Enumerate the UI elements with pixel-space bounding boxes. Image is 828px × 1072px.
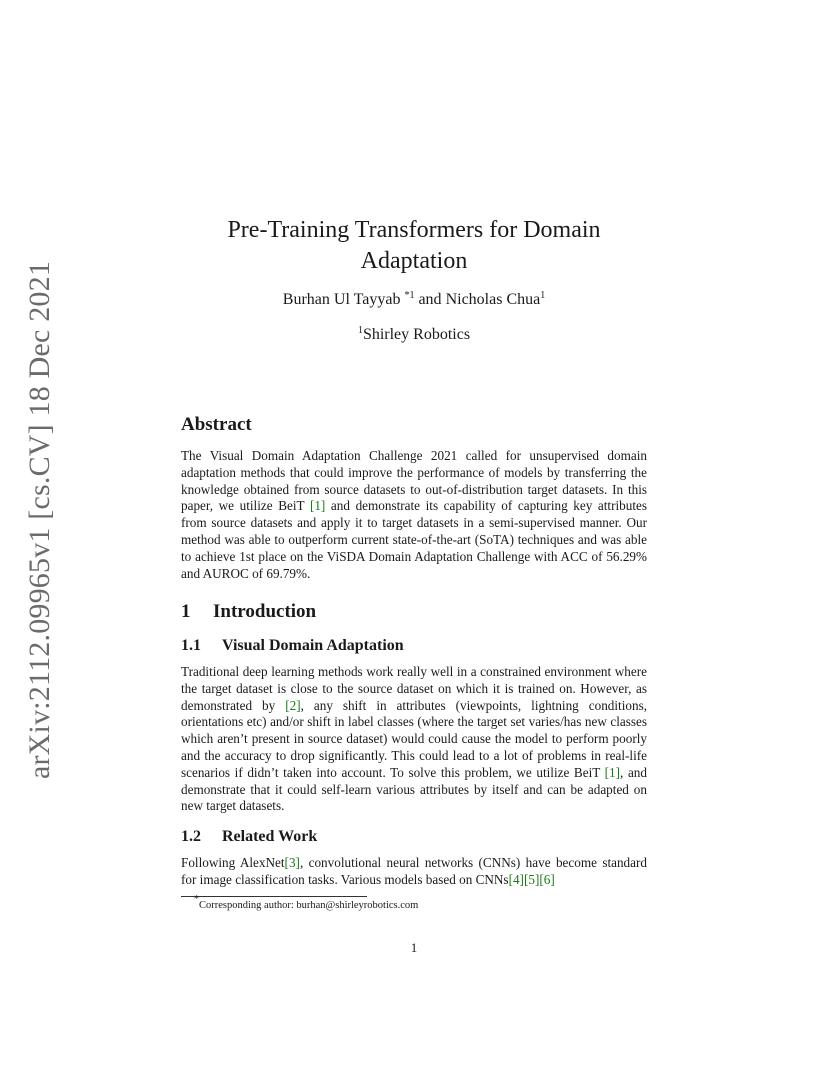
footnote (194, 894, 419, 911)
footnote-text: Corresponding author: burhan@shirleyrobotics.com (199, 900, 419, 911)
arxiv-identifier: arXiv:2112.09965v1 [cs.CV] 18 Dec 2021 (23, 260, 56, 780)
subsection-heading-domain-adaptation (181, 637, 404, 655)
citation-link[interactable]: [3] (284, 855, 300, 870)
author-conjunction: and (414, 291, 446, 308)
affiliation-name: Shirley Robotics (362, 326, 471, 343)
paragraph-text: , and demonstrate that it could self-learn various attributes by itself and can be adapted on new target datasets. (181, 764, 647, 814)
author-name: Burhan Ul Tayyab (282, 291, 401, 308)
section-number: 1 (181, 601, 191, 622)
affiliation-marker: 1 (357, 325, 363, 336)
section-heading-introduction (181, 601, 316, 623)
abstract-text: and demonstrate its capability of capturing key attributes from source datasets and apply it to target datasets in a semi-supervised manner. Our method was able to outperform current state-of-the-art (SoTA) techniques and was able to achieve 1st place on the ViSDA Domain Adaptation Challenge with ACC of 56.29% and AUROC of 69.79%. (181, 498, 647, 581)
footnote-divider (181, 896, 367, 897)
paper-title: Pre-Training Transformers for Domain Adaptation (227, 217, 601, 274)
abstract-text: The Visual Domain Adaptation Challenge 2021 called for unsupervised domain adaptation methods that could improve the performance of models by transferring the knowledge obtained from source datasets to out-of-distribution target datasets. In this paper, we utilize BeiT (181, 448, 647, 514)
citation-link[interactable]: [1] (604, 764, 621, 780)
subsection-number: 1.1 (181, 637, 201, 654)
author-marker: *1 (404, 290, 415, 301)
citation-link[interactable]: [1] (309, 498, 326, 514)
related-work-paragraph (181, 855, 647, 889)
abstract-body (181, 448, 647, 582)
author-marker: 1 (540, 290, 546, 301)
subsection-heading-related-work (181, 828, 317, 846)
domain-adaptation-paragraph (181, 664, 647, 815)
paragraph-text: , convolutional neural networks (CNNs) have become standard for image classification tasks. Various models based on CNNs (181, 855, 647, 887)
subsection-title: Visual Domain Adaptation (222, 637, 404, 654)
citation-link[interactable]: [6] (539, 871, 555, 887)
paragraph-text: Traditional deep learning methods work really well in a constrained environment where the target dataset is close to the source dataset on which it is trained on. However, as demonstrated by (181, 664, 647, 713)
citation-link[interactable]: [4] (508, 871, 524, 887)
affiliation (181, 326, 647, 344)
paragraph-text: , any shift in attributes (viewpoints, lightning conditions, orientations etc) and/or shift in label classes (where the target set varies/has new classes which aren’t present in source dataset) would could cause the model to perform poorly and the accuracy to drop significantly. This could lead to a lot of problems in real-life scenarios if didn’t taken into account. To solve this problem, we utilize BeiT (181, 697, 648, 780)
footnote-marker: * (194, 894, 199, 905)
arxiv-side-stamp (20, 260, 60, 780)
section-title: Introduction (213, 601, 317, 622)
abstract-heading: Abstract (181, 414, 252, 435)
citation-link[interactable]: [5] (523, 871, 540, 887)
subsection-number: 1.2 (181, 828, 201, 845)
page-number: 1 (410, 940, 418, 955)
author-name: Nicholas Chua (445, 291, 541, 308)
author-line (181, 291, 647, 309)
paragraph-text: Following AlexNet (181, 855, 285, 870)
subsection-title: Related Work (222, 828, 318, 845)
citation-link[interactable]: [2] (285, 697, 301, 713)
